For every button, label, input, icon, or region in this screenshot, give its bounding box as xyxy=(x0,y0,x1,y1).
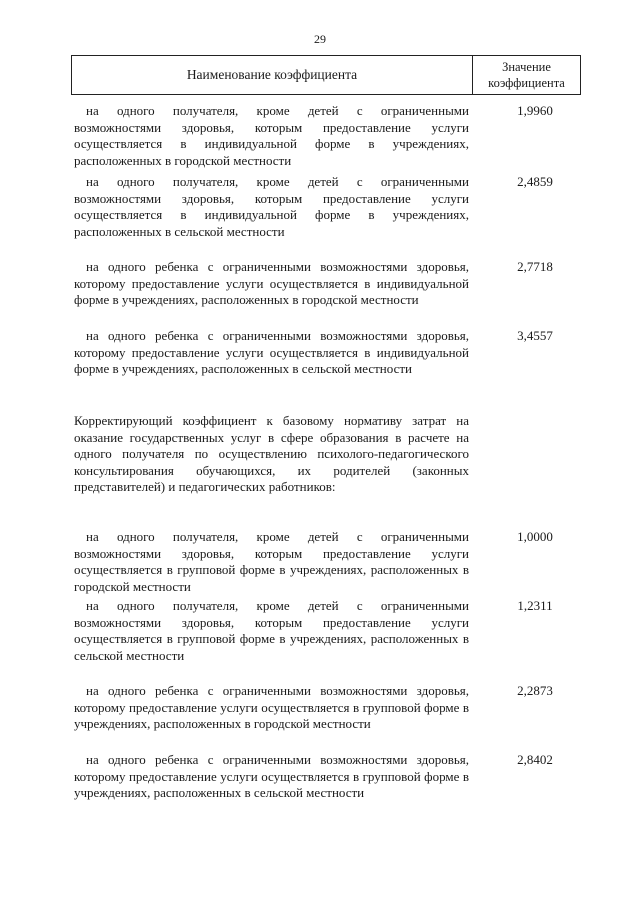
value-header-line1: Значение xyxy=(502,60,551,74)
coefficient-description: на одного ребенка с ограниченными возможностями здоровья, которому предоставление услуги осуществляется в групповой форме в учреждениях, расположенных в городской местности xyxy=(74,683,469,732)
coefficient-name-header: Наименование коэффициента xyxy=(72,56,473,94)
coefficient-description: на одного получателя, кроме детей с ограниченными возможностями здоровья, которым предоставление услуги осуществляется в групповой форме в учреждениях, расположенных в сельской местности xyxy=(74,598,469,663)
coefficient-row xyxy=(74,103,469,169)
corrective-coefficient-heading xyxy=(74,413,469,496)
table-header xyxy=(71,55,581,95)
coefficient-value: 3,4557 xyxy=(517,328,553,343)
coefficient-description: на одного ребенка с ограниченными возможностями здоровья, которому предоставление услуги осуществляется в групповой форме в учреждениях, расположенных в сельской местности xyxy=(74,752,469,801)
coefficient-row xyxy=(74,598,469,664)
coefficient-description: Корректирующий коэффициент к базовому нормативу затрат на оказание государственных услуг в сфере образования в расчете на одного получателя по осуществлению психолого-педагогического консультирования обучающихся, их родителей (законных представителей) и педагогических работников: xyxy=(74,413,469,495)
coefficient-row xyxy=(74,328,469,378)
coefficient-row xyxy=(74,529,469,595)
coefficient-description: на одного получателя, кроме детей с ограниченными возможностями здоровья, которым предоставление услуги осуществляется в индивидуальной форме в учреждениях, расположенных в городской местности xyxy=(74,103,469,168)
coefficient-value: 1,2311 xyxy=(517,598,553,613)
coefficient-description: на одного ребенка с ограниченными возможностями здоровья, которому предоставление услуги осуществляется в индивидуальной форме в учреждениях, расположенных в сельской местности xyxy=(74,328,469,377)
coefficient-row xyxy=(74,174,469,240)
coefficient-value-header xyxy=(473,56,580,94)
value-header-line2: коэффициента xyxy=(488,76,565,90)
coefficient-value: 2,4859 xyxy=(517,174,553,189)
coefficient-row xyxy=(74,752,469,802)
coefficient-row xyxy=(74,259,469,309)
coefficient-value: 2,8402 xyxy=(517,752,553,767)
coefficient-description: на одного получателя, кроме детей с ограниченными возможностями здоровья, которым предоставление услуги осуществляется в групповой форме в учреждениях, расположенных в городской местности xyxy=(74,529,469,594)
coefficient-value: 1,9960 xyxy=(517,103,553,118)
coefficient-description: на одного ребенка с ограниченными возможностями здоровья, которому предоставление услуги осуществляется в индивидуальной форме в учреждениях, расположенных в городской местности xyxy=(74,259,469,308)
coefficient-value: 2,7718 xyxy=(517,259,553,274)
coefficient-value: 2,2873 xyxy=(517,683,553,698)
coefficient-row xyxy=(74,683,469,733)
coefficient-value: 1,0000 xyxy=(517,529,553,544)
coefficient-description: на одного получателя, кроме детей с ограниченными возможностями здоровья, которым предоставление услуги осуществляется в индивидуальной форме в учреждениях, расположенных в сельской местности xyxy=(74,174,469,239)
page-number: 29 xyxy=(314,32,326,46)
